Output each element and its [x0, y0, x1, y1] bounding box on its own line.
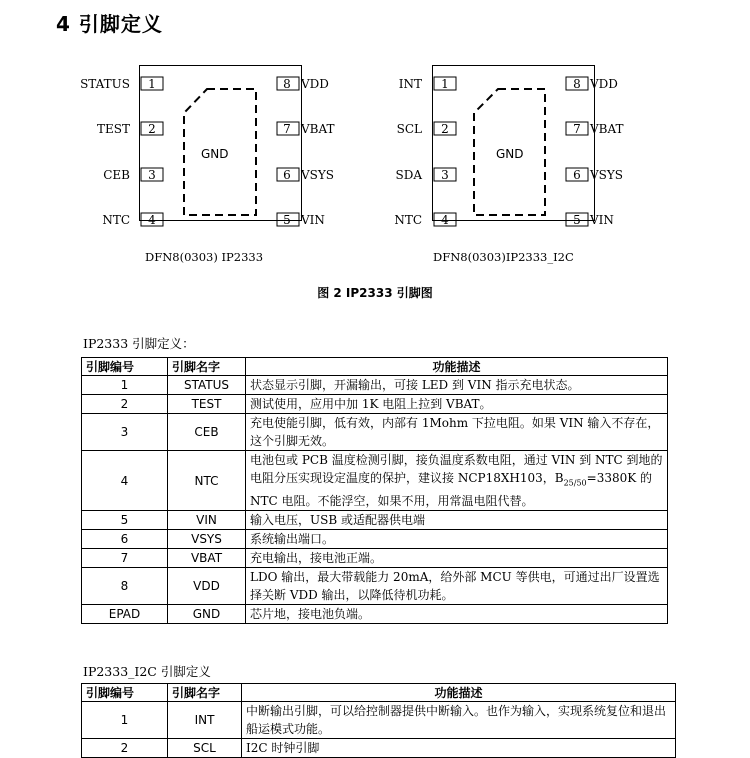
table-row	[82, 702, 676, 739]
pad-number: 8	[283, 77, 291, 91]
pin-name: VIN	[168, 511, 246, 530]
pin-number: 8	[82, 568, 168, 605]
pad-number: 5	[573, 213, 581, 227]
pin-label: VDD	[301, 77, 329, 91]
pin-name: CEB	[168, 414, 246, 451]
pin-label: VSYS	[590, 168, 624, 182]
section-title: 4 引脚定义	[56, 12, 163, 36]
table-heading: IP2333_I2C 引脚定义	[83, 664, 211, 679]
pin-label: SDA	[395, 168, 422, 182]
package-outline	[139, 65, 302, 205]
pin-name: INT	[168, 702, 242, 739]
table-row	[82, 530, 668, 549]
pin-description	[246, 451, 668, 511]
description-text: 电池包或 PCB 温度检测引脚，接负温度系数电阻，通过 VIN 到 NTC 到地的电阻分压实现设定温度的保护，建议接 NCP18XH103，B	[250, 453, 663, 485]
package-diagram-ip2333	[139, 65, 302, 227]
table-row	[82, 451, 668, 511]
table-row	[82, 511, 668, 530]
package-diagram-ip2333-i2c	[432, 65, 595, 227]
figure-caption: 图 2 IP2333 引脚图	[317, 286, 433, 300]
pin-table-ip2333	[81, 357, 668, 624]
pin-description: 充电使能引脚，低有效，内部有 1Mohm 下拉电阻。如果 VIN 输入不存在，这个引脚无效。	[246, 414, 668, 451]
pin-number: EPAD	[82, 605, 168, 624]
subscript: 25/50	[563, 478, 587, 488]
column-header: 引脚名字	[168, 358, 246, 376]
table-row	[82, 739, 676, 758]
description-text: =3380K 的 NTC 电阻。不能浮空，如果不用，用常温电阻代替。	[250, 471, 653, 509]
pad-number: 4	[148, 213, 156, 227]
pin-name: GND	[168, 605, 246, 624]
column-header: 引脚编号	[82, 358, 168, 376]
pin-number: 4	[82, 451, 168, 511]
pad-number: 6	[573, 168, 581, 182]
pin-label: VBAT	[590, 122, 624, 136]
pad-number: 3	[148, 168, 156, 182]
pin-number: 2	[82, 739, 168, 758]
package-caption: DFN8(0303)IP2333_I2C	[433, 250, 574, 264]
pin-name: TEST	[168, 395, 246, 414]
pin-description: 中断输出引脚，可以给控制器提供中断输入。也作为输入，实现系统复位和退出船运模式功能。	[242, 702, 676, 739]
column-header: 功能描述	[246, 358, 668, 376]
table-row	[82, 568, 668, 605]
pin-description: 充电输出，接电池正端。	[246, 549, 668, 568]
pad-number: 8	[573, 77, 581, 91]
pin-label: STATUS	[80, 77, 130, 91]
pin-number: 2	[82, 395, 168, 414]
pin-number: 1	[82, 702, 168, 739]
pad-number: 1	[441, 77, 449, 91]
pin-description: 测试使用，应用中加 1K 电阻上拉到 VBAT。	[246, 395, 668, 414]
pad-number: 3	[441, 168, 449, 182]
column-header: 功能描述	[242, 684, 676, 702]
pad-number: 2	[441, 122, 449, 136]
pin-description: 状态显示引脚，开漏输出，可接 LED 到 VIN 指示充电状态。	[246, 376, 668, 395]
pin-name: VSYS	[168, 530, 246, 549]
pin-description: 芯片地，接电池负端。	[246, 605, 668, 624]
pin-label: VBAT	[301, 122, 335, 136]
pad-number: 7	[283, 122, 291, 136]
pin-name: SCL	[168, 739, 242, 758]
column-header: 引脚名字	[168, 684, 242, 702]
table-row	[82, 549, 668, 568]
pin-description: LDO 输出，最大带载能力 20mA，给外部 MCU 等供电，可通过出厂设置选择关断 VDD 输出，以降低待机功耗。	[246, 568, 668, 605]
pin-number: 1	[82, 376, 168, 395]
pin-label: VIN	[301, 213, 325, 227]
pin-name: VDD	[168, 568, 246, 605]
pin-label: CEB	[103, 168, 130, 182]
pin-label: INT	[398, 77, 422, 91]
pin-table-ip2333-i2c	[81, 683, 676, 758]
pin-name: STATUS	[168, 376, 246, 395]
pin-number: 3	[82, 414, 168, 451]
table-header-row	[82, 684, 676, 702]
pin-number: 7	[82, 549, 168, 568]
pin-label: TEST	[97, 122, 130, 136]
pin-label: VDD	[590, 77, 618, 91]
exposed-pad-label: GND	[201, 147, 229, 161]
pad-number: 5	[283, 213, 291, 227]
pad-number: 1	[148, 77, 156, 91]
pin-name: NTC	[168, 451, 246, 511]
pad-number: 4	[441, 213, 449, 227]
pin-label: VIN	[590, 213, 614, 227]
table-heading: IP2333 引脚定义：	[83, 336, 195, 351]
pin-description: 输入电压，USB 或适配器供电端	[246, 511, 668, 530]
exposed-pad-label: GND	[496, 147, 524, 161]
pin-number: 5	[82, 511, 168, 530]
table-row	[82, 605, 668, 624]
pad-number: 7	[573, 122, 581, 136]
pad-number: 6	[283, 168, 291, 182]
pin-description: I2C 时钟引脚	[242, 739, 676, 758]
pin-number: 6	[82, 530, 168, 549]
pin-name: VBAT	[168, 549, 246, 568]
table-header-row	[82, 358, 668, 376]
pin-label: NTC	[102, 213, 130, 227]
pad-number: 2	[148, 122, 156, 136]
column-header: 引脚编号	[82, 684, 168, 702]
pin-description: 系统输出端口。	[246, 530, 668, 549]
table-row	[82, 395, 668, 414]
pin-label: VSYS	[301, 168, 335, 182]
pin-label: SCL	[396, 122, 422, 136]
package-caption: DFN8(0303) IP2333	[145, 250, 264, 264]
table-row	[82, 376, 668, 395]
table-row	[82, 414, 668, 451]
pin-label: NTC	[394, 213, 422, 227]
